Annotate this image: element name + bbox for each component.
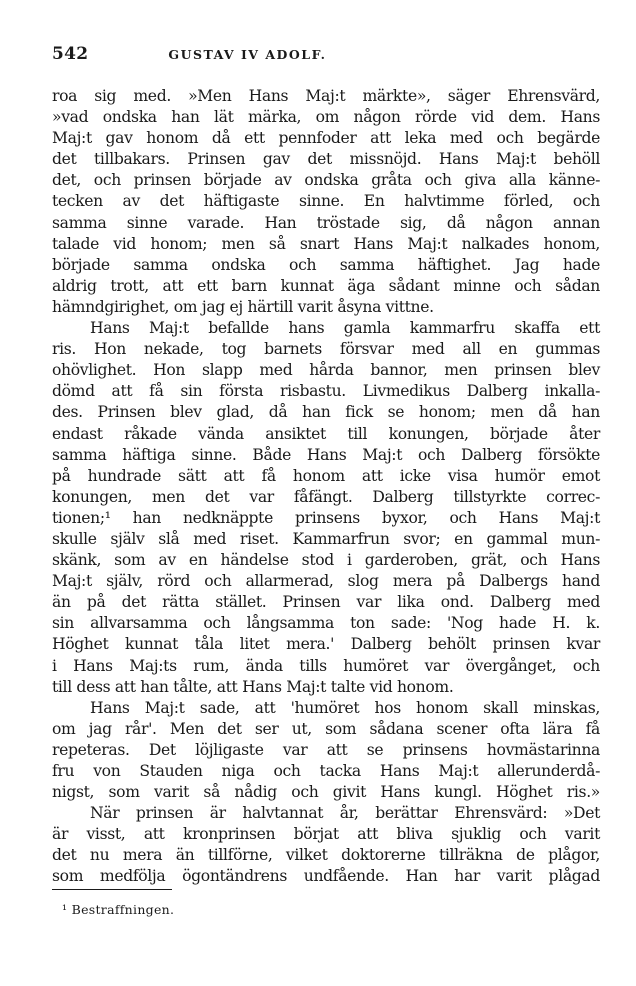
text-line: Hans Maj:t sade, att 'humöret hos honom skall minskas,: [90, 698, 600, 717]
footnote: ¹ Bestraffningen.: [62, 902, 175, 917]
text-line: det tillbakars. Prinsen gav det missnöjd. Hans Maj:t behöll: [52, 150, 600, 169]
text-line: i Hans Maj:ts rum, ända tills humöret var övergånget, och: [52, 656, 600, 675]
text-line: »vad ondska han lät märka, om någon rörde vid dem. Hans: [52, 108, 600, 127]
text-line: roa sig med. »Men Hans Maj:t märkte», säger Ehrensvärd,: [52, 87, 600, 105]
text-line: skulle själv slå med riset. Kammarfrun svor; en gammal mun-: [52, 529, 600, 548]
text-line: ris. Hon nekade, tog barnets försvar med all en gummas: [52, 340, 600, 359]
text-line: på hundrade sätt att få honom att icke visa humör emot: [52, 466, 600, 485]
text-line: fru von Stauden niga och tacka Hans Maj:t allerunderdå-: [52, 762, 600, 780]
footnote-rule: [52, 889, 172, 890]
text-line: des. Prinsen blev glad, då han fick se honom; men då han: [52, 403, 600, 422]
text-line: ohövlighet. Hon slapp med hårda bannor, men prinsen blev: [52, 361, 600, 380]
page: [52, 44, 600, 917]
text-line: nigst, som varit så nådig och givit Hans kungl. Höghet ris.»: [52, 783, 600, 802]
text-line: tionen;¹ han nedknäppte prinsens byxor, och Hans Maj:t: [52, 508, 600, 527]
text-line: konungen, men det var fåfängt. Dalberg tillstyrkte correc-: [52, 487, 600, 506]
text-line: skänk, som av en händelse stod i garderoben, grät, och Hans: [52, 551, 600, 570]
text-line: aldrig trott, att ett barn kunnat äga sådant minne och sådan: [52, 276, 600, 295]
text-line: det, och prinsen började av ondska gråta och giva alla känne-: [52, 171, 600, 190]
text-line: talade vid honom; men så snart Hans Maj:t nalkades honom,: [52, 234, 600, 253]
text-line: började samma ondska och samma häftighet. Jag hade: [52, 255, 600, 274]
text-line: endast råkade vända ansiktet till konungen, började åter: [52, 424, 600, 443]
header-title: GUSTAV IV ADOLF.: [168, 47, 327, 62]
text-line: dömd att få sin första risbastu. Livmedikus Dalberg inkalla-: [52, 382, 600, 401]
page-number: 542: [52, 44, 89, 64]
text-line: Hans Maj:t befallde hans gamla kammarfru skaffa ett: [90, 319, 600, 338]
text-line: är visst, att kronprinsen börjat att bliva sjuklig och varit: [52, 825, 600, 844]
body-text: [52, 86, 600, 888]
text-line: det nu mera än tillförne, vilket doktorerne tillräkna de plågor,: [52, 846, 600, 865]
text-line: När prinsen är halvtannat år, berättar Ehrensvärd: »Det: [90, 804, 600, 823]
text-line: än på det rätta stället. Prinsen var lika ond. Dalberg med: [52, 593, 600, 612]
text-line: hämndgirighet, om jag ej härtill varit åsyna vittne.: [52, 297, 434, 316]
text-line: Maj:t själv, rörd och allarmerad, slog mera på Dalbergs hand: [52, 572, 600, 591]
text-line: om jag rår'. Men det ser ut, som sådana scener ofta lära få: [52, 719, 600, 738]
text-line: Maj:t gav honom då ett pennfoder att leka med och begärde: [52, 129, 600, 148]
text-line: tecken av det häftigaste sinne. En halvtimme förled, och: [52, 192, 600, 211]
text-line: samma häftiga sinne. Både Hans Maj:t och Dalberg försökte: [52, 445, 600, 464]
text-line: som medfölja ögontändrens undfående. Han har varit plågad: [52, 867, 600, 886]
text-line: samma sinne varade. Han tröstade sig, då någon annan: [52, 213, 600, 232]
text-line: repeteras. Det löjligaste var att se prinsens hovmästarinna: [52, 740, 600, 759]
text-line: till dess att han tålte, att Hans Maj:t talte vid honom.: [52, 677, 454, 696]
running-head: [52, 44, 600, 74]
text-line: Höghet kunnat tåla litet mera.' Dalberg behölt prinsen kvar: [52, 635, 600, 654]
text-line: sin allvarsamma och långsamma ton sade: 'Nog hade H. k.: [52, 614, 600, 633]
